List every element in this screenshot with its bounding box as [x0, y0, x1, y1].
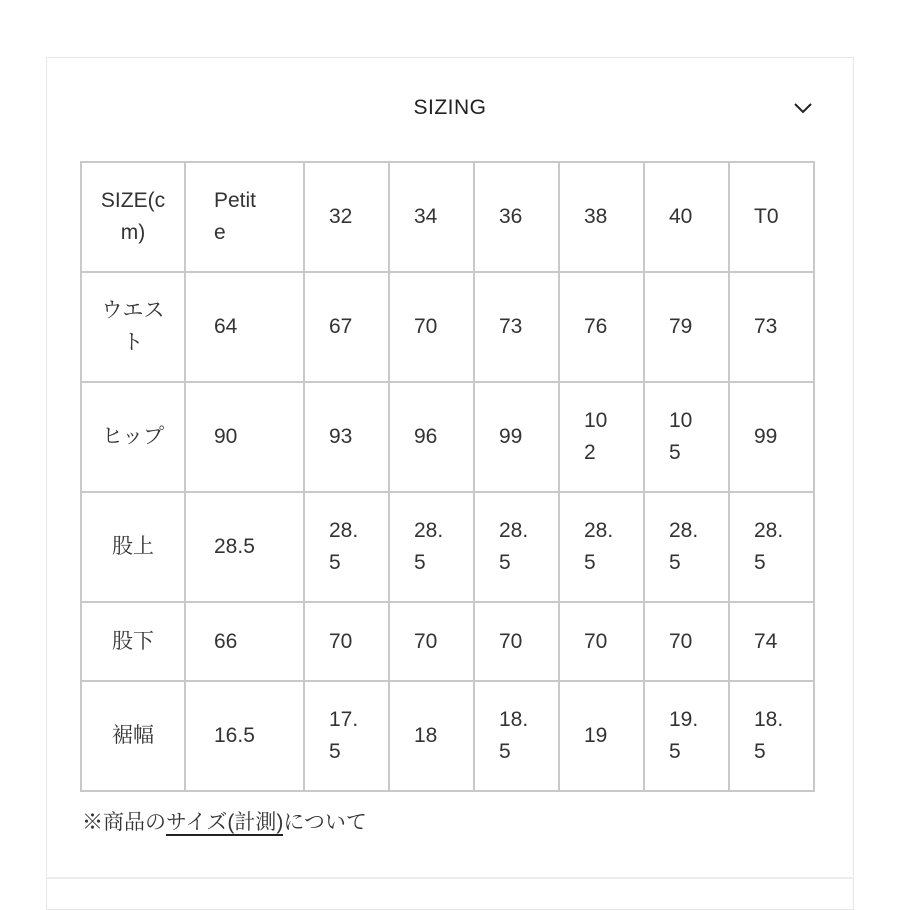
cell-text: 74 [754, 629, 778, 653]
row-label-cell [81, 602, 185, 681]
cell-text: 34 [414, 205, 438, 228]
table-cell [559, 602, 644, 681]
cell-text: 36 [499, 205, 523, 228]
cell-text: 99 [499, 425, 523, 448]
table-row [81, 681, 814, 791]
row-label-cell [81, 492, 185, 602]
table-cell [559, 492, 644, 602]
cell-text: 28.5 [329, 519, 359, 574]
cell-text: 93 [329, 425, 353, 448]
table-cell [304, 382, 389, 492]
cell-text: ヒップ [101, 425, 165, 448]
table-cell [729, 272, 814, 382]
table-cell [644, 382, 729, 492]
table-cell [389, 681, 474, 791]
cell-text: 40 [669, 205, 693, 228]
row-label-cell [81, 382, 185, 492]
table-cell [304, 492, 389, 602]
cell-text: 64 [214, 315, 238, 338]
table-cell [474, 272, 559, 382]
cell-text: 28.5 [754, 519, 784, 574]
row-label-cell [81, 681, 185, 791]
row-label-cell [81, 272, 185, 382]
header-cell [185, 162, 304, 272]
table-cell [729, 492, 814, 602]
cell-text: 70 [329, 629, 353, 653]
table-cell [474, 382, 559, 492]
header-cell [729, 162, 814, 272]
next-section-panel [46, 877, 854, 910]
section-title: SIZING [413, 96, 487, 119]
size-note [82, 806, 367, 836]
table-cell [474, 681, 559, 791]
cell-text: 16.5 [214, 724, 255, 747]
cell-text: SIZE(cm) [100, 189, 166, 244]
table-cell [389, 382, 474, 492]
header-cell [474, 162, 559, 272]
cell-text: 73 [499, 315, 523, 338]
cell-text: 76 [584, 315, 608, 338]
cell-text: 79 [669, 315, 693, 338]
cell-text: 70 [499, 629, 523, 653]
table-row [81, 382, 814, 492]
cell-text: 70 [414, 629, 438, 653]
cell-text: 股上 [112, 535, 154, 558]
table-cell [304, 681, 389, 791]
cell-text: 66 [214, 629, 238, 653]
cell-text: 19.5 [669, 708, 699, 763]
table-row [81, 272, 814, 382]
cell-text: 18.5 [754, 708, 784, 763]
table-cell [474, 492, 559, 602]
cell-text: 19 [584, 724, 608, 747]
table-cell [559, 272, 644, 382]
table-cell [304, 272, 389, 382]
cell-text: 90 [214, 425, 238, 448]
header-cell [644, 162, 729, 272]
size-measurement-link[interactable]: サイズ(計測) [166, 811, 284, 834]
header-cell [559, 162, 644, 272]
cell-text: 32 [329, 205, 353, 228]
cell-text: 28.5 [499, 519, 529, 574]
cell-text: 28.5 [414, 519, 444, 574]
cell-text: 股下 [112, 629, 154, 653]
cell-text: 28.5 [214, 535, 255, 558]
cell-text: 28.5 [669, 519, 699, 574]
table-cell [729, 382, 814, 492]
cell-text: 17.5 [329, 708, 359, 763]
cell-text: 裾幅 [112, 724, 154, 747]
table-cell [185, 492, 304, 602]
table-cell [644, 681, 729, 791]
chevron-down-icon[interactable] [792, 100, 814, 116]
header-cell [81, 162, 185, 272]
table-cell [389, 602, 474, 681]
table-cell [729, 681, 814, 791]
size-table [80, 161, 815, 792]
cell-text: 67 [329, 315, 353, 338]
table-cell [185, 681, 304, 791]
table-cell [559, 681, 644, 791]
cell-text: 38 [584, 205, 608, 228]
table-cell [185, 382, 304, 492]
table-cell [474, 602, 559, 681]
table-cell [185, 602, 304, 681]
table-row [81, 602, 814, 681]
header-cell [389, 162, 474, 272]
table-header-row [81, 162, 814, 272]
cell-text: T0 [754, 205, 779, 228]
table-cell [304, 602, 389, 681]
header-cell [304, 162, 389, 272]
cell-text: 70 [414, 315, 438, 338]
cell-text: 18 [414, 724, 438, 747]
cell-text: 70 [584, 629, 608, 653]
table-cell [644, 602, 729, 681]
cell-text: 96 [414, 425, 438, 448]
cell-text: 70 [669, 629, 693, 653]
table-cell [729, 602, 814, 681]
cell-text: 73 [754, 315, 778, 338]
table-cell [389, 492, 474, 602]
cell-text: 28.5 [584, 519, 614, 574]
cell-text: 18.5 [499, 708, 529, 763]
table-row [81, 492, 814, 602]
cell-text: ウエスト [101, 299, 165, 354]
table-cell [644, 272, 729, 382]
cell-text: Petite [214, 189, 257, 244]
note-prefix: ※商品の [82, 811, 166, 834]
table-cell [389, 272, 474, 382]
table-cell [559, 382, 644, 492]
cell-text: 102 [584, 409, 608, 464]
cell-text: 99 [754, 425, 778, 448]
note-suffix: について [283, 811, 367, 834]
cell-text: 105 [669, 409, 693, 464]
table-cell [185, 272, 304, 382]
table-cell [644, 492, 729, 602]
